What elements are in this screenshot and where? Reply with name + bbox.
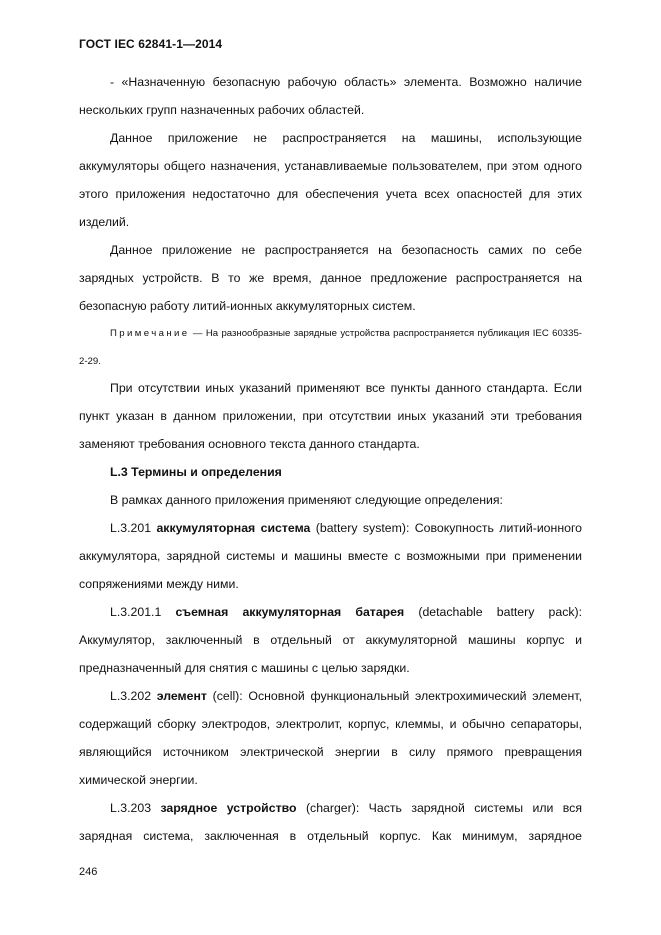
definition-text: (battery system): Совокупность литий-ионного аккумулятора, зарядной системы и машины вместе с возможными при применении сопряжениями между ними. (79, 521, 582, 591)
definition-number: L.3.201 (110, 521, 157, 535)
definition-term: аккумуляторная система (156, 521, 311, 535)
definition-term: элемент (156, 689, 207, 703)
section-heading-text: L.3 Термины и определения (110, 465, 282, 479)
definition-detachable-pack (79, 598, 582, 682)
document-header: ГОСТ IEC 62841-1—2014 (79, 37, 223, 51)
page-number: 246 (79, 866, 98, 878)
definition-battery-system (79, 514, 582, 598)
paragraph-definitions-intro: В рамках данного приложения применяют следующие определения: (110, 493, 503, 507)
definition-charger (79, 794, 582, 850)
definition-cell (79, 682, 582, 794)
paragraph-safe-area: - «Назначенную безопасную рабочую область» элемента. Возможно наличие нескольких групп назначенных рабочих областей. (79, 75, 582, 117)
definition-number: L.3.201.1 (110, 605, 176, 619)
definition-text: (charger): Часть зарядной системы или вся зарядная система, заключенная в отдельный корпус. Как минимум, зарядное (79, 801, 582, 843)
definition-term: зарядное устройство (160, 801, 297, 815)
note-label: Примечание (110, 328, 190, 339)
section-heading (79, 458, 582, 486)
definition-term: съемная аккумуляторная батарея (175, 605, 405, 619)
definition-text: (cell): Основной функциональный электрохимический элемент, содержащий сборку электродов, электролит, корпус, клеммы, и обычно сепараторы, являющийся источником электрической энергии в силу прямого превращения химической энергии. (79, 689, 582, 787)
definition-number: L.3.202 (110, 689, 157, 703)
definition-number: L.3.203 (110, 801, 161, 815)
paragraph-applicability: При отсутствии иных указаний применяют все пункты данного стандарта. Если пункт указан в данном приложении, при отсутствии иных указаний эти требования заменяют требования основного текста данного стандарта. (79, 381, 582, 451)
paragraph-scope-chargers: Данное приложение не распространяется на безопасность самих по себе зарядных устройств. В то же время, данное предложение распространяется на безопасную работу литий-ионных аккумуляторных систем. (79, 243, 582, 313)
note (79, 320, 582, 376)
note-text: — На разнообразные зарядные устройства распространяется публикация IEC 60335-2-29. (79, 328, 582, 367)
paragraph-scope-general-batteries: Данное приложение не распространяется на машины, использующие аккумуляторы общего назначения, устанавливаемые пользователем, при этом одного этого приложения недостаточно для обеспечения учета всех опасностей для этих изделий. (79, 131, 582, 229)
definition-text: (detachable battery pack): Аккумулятор, заключенный в отдельный от аккумуляторной машины корпус и предназначенный для снятия с машины с целью зарядки. (79, 605, 583, 675)
